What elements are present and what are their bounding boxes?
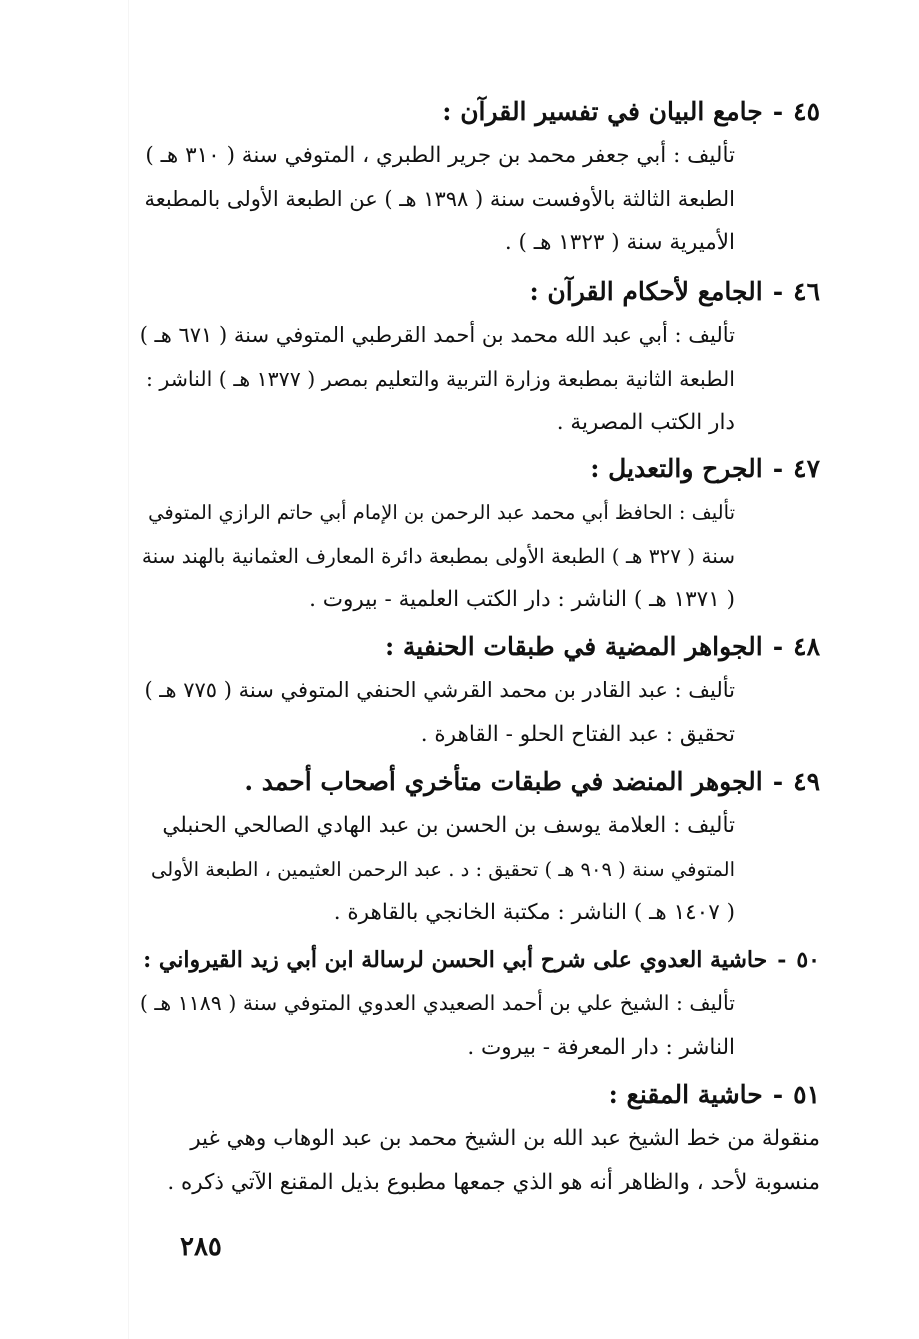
entry-dash: - — [772, 767, 784, 796]
page-crease — [128, 0, 129, 1339]
entry-number: ٤٨ — [793, 632, 820, 661]
entry-heading — [140, 938, 820, 982]
entry-48 — [140, 625, 820, 756]
entry-line: منقولة من خط الشيخ عبد الله بن الشيخ محمد بن عبد الوهاب وهي غير — [190, 1126, 820, 1151]
entry-number: ٥١ — [793, 1080, 820, 1109]
entry-46 — [140, 270, 820, 445]
entry-line: ( ١٣٧١ هـ ) الناشر : دار الكتب العلمية - بيروت . — [309, 587, 735, 612]
entry-title: جامع البيان في تفسير القرآن : — [442, 97, 763, 126]
entry-51 — [140, 1073, 820, 1204]
entry-heading — [140, 447, 820, 491]
entry-title: حاشية العدوي على شرح أبي الحسن لرسالة ابن أبي زيد القيرواني : — [143, 947, 768, 973]
entry-number: ٤٥ — [793, 97, 820, 126]
entry-line: تأليف : الشيخ علي بن أحمد الصعيدي العدوي المتوفي سنة ( ١١٨٩ هـ ) — [140, 991, 735, 1015]
entry-line: تأليف : عبد القادر بن محمد القرشي الحنفي المتوفي سنة ( ٧٧٥ هـ ) — [144, 678, 735, 702]
entry-number: ٤٦ — [793, 277, 820, 306]
entry-heading — [140, 1073, 820, 1117]
entry-dash: - — [772, 277, 784, 306]
entry-number: ٤٧ — [793, 454, 820, 483]
entry-body — [140, 134, 735, 265]
entry-heading — [140, 90, 820, 134]
entry-line: دار الكتب المصرية . — [556, 410, 735, 435]
entry-body — [140, 491, 735, 622]
entry-number: ٤٩ — [793, 767, 820, 796]
entry-dash: - — [777, 947, 787, 973]
entry-title: حاشية المقنع : — [608, 1080, 763, 1109]
entry-line: تأليف : الحافظ أبي محمد عبد الرحمن بن الإمام أبي حاتم الرازي المتوفي — [148, 501, 735, 524]
entry-line: تأليف : أبي جعفر محمد بن جرير الطبري ، المتوفي سنة ( ٣١٠ هـ ) — [145, 143, 735, 168]
entry-body — [140, 1117, 820, 1204]
entry-line: تأليف : أبي عبد الله محمد بن أحمد القرطبي المتوفي سنة ( ٦٧١ هـ ) — [140, 323, 735, 347]
entry-47 — [140, 447, 820, 622]
entry-title: الجامع لأحكام القرآن : — [529, 277, 763, 306]
entry-line: الطبعة الثالثة بالأوفست سنة ( ١٣٩٨ هـ ) عن الطبعة الأولى بالمطبعة — [144, 186, 735, 211]
entry-line: الطبعة الثانية بمطبعة وزارة التربية والتعليم بمصر ( ١٣٧٧ هـ ) الناشر : — [146, 366, 735, 391]
entry-heading — [140, 760, 820, 804]
entry-dash: - — [772, 1080, 784, 1109]
entry-heading — [140, 270, 820, 314]
entry-49 — [140, 760, 820, 935]
entry-title: الجرح والتعديل : — [590, 454, 763, 483]
entry-body — [140, 669, 735, 756]
entry-title: الجواهر المضية في طبقات الحنفية : — [384, 632, 763, 661]
entry-line: تأليف : العلامة يوسف بن الحسن بن عبد الهادي الصالحي الحنبلي — [162, 813, 735, 838]
entry-line: الناشر : دار المعرفة - بيروت . — [467, 1034, 735, 1060]
entry-dash: - — [772, 632, 784, 661]
entry-line: الأميرية سنة ( ١٣٢٣ هـ ) . — [504, 230, 735, 255]
entry-line: المتوفي سنة ( ٩٠٩ هـ ) تحقيق : د . عبد الرحمن العثيمين ، الطبعة الأولى — [150, 857, 735, 881]
entry-body — [140, 314, 735, 445]
entry-heading — [140, 625, 820, 669]
entry-line: تحقيق : عبد الفتاح الحلو - القاهرة . — [420, 721, 735, 747]
entry-45 — [140, 90, 820, 265]
entry-body — [140, 804, 735, 935]
entry-number: ٥٠ — [796, 947, 820, 973]
entry-50 — [140, 938, 820, 1069]
entry-dash: - — [772, 97, 784, 126]
entry-line: سنة ( ٣٢٧ هـ ) الطبعة الأولى بمطبعة دائرة المعارف العثمانية بالهند سنة — [141, 543, 735, 568]
entry-body — [140, 982, 735, 1069]
entry-title: الجوهر المنضد في طبقات متأخري أصحاب أحمد . — [244, 767, 763, 796]
entry-line: منسوبة لأحد ، والظاهر أنه هو الذي جمعها مطبوع بذيل المقنع الآتي ذكره . — [167, 1169, 820, 1195]
entry-dash: - — [772, 454, 784, 483]
page-number: ٢٨٥ — [180, 1232, 222, 1262]
entry-line: ( ١٤٠٧ هـ ) الناشر : مكتبة الخانجي بالقاهرة . — [333, 900, 735, 925]
